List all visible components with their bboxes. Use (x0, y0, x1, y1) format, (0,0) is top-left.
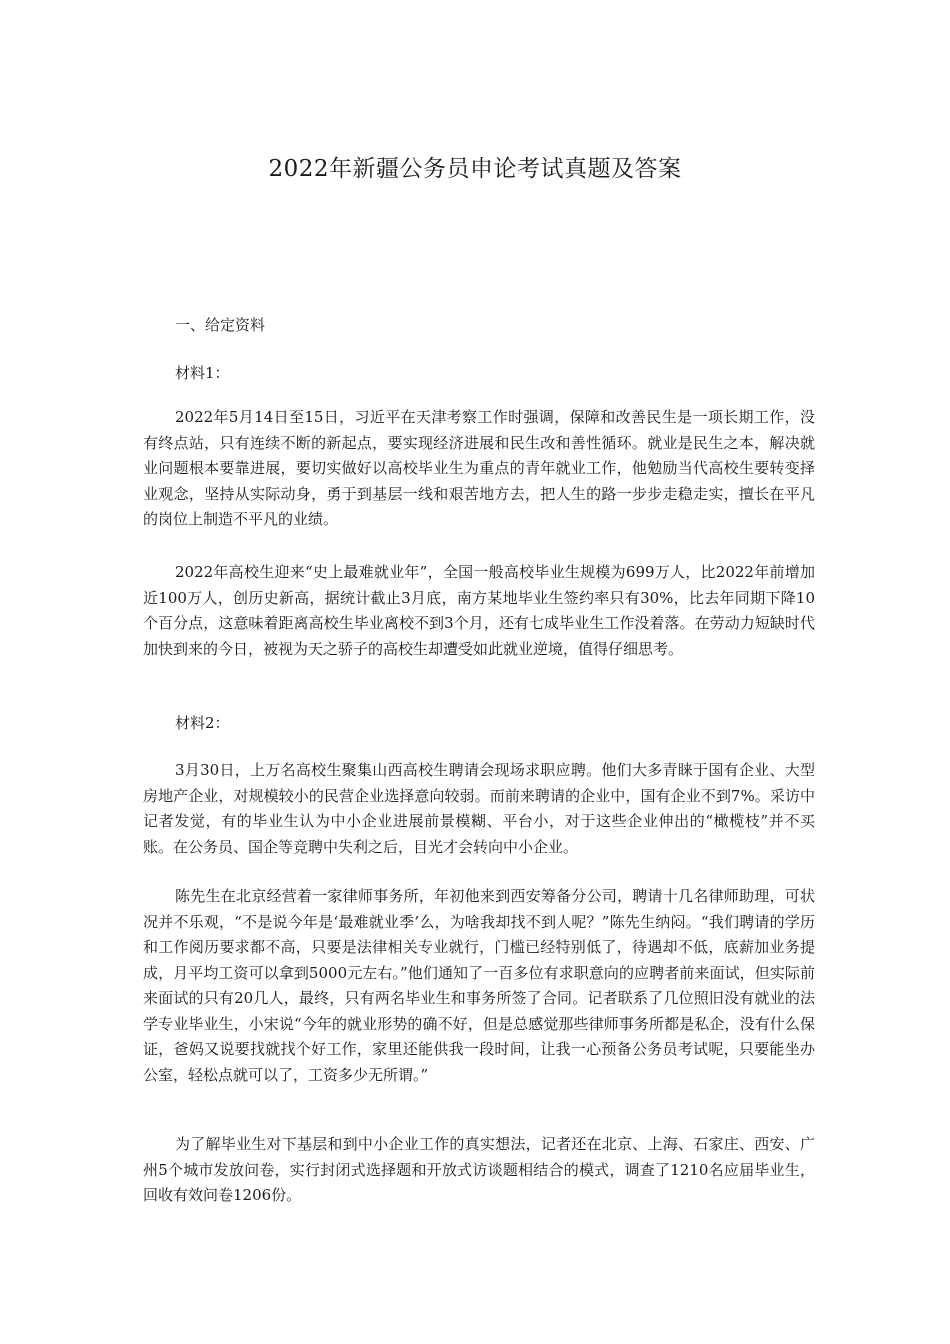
material-1-paragraph-1: 2022年5月14日至15日，习近平在天津考察工作时强调，保障和改善民生是一项长期工作，没有终点站，只有连续不断的新起点，要实现经济进展和民生改和善性循环。就业是民生之本，解决就业问题根本要靠进展，要切实做好以高校毕业生为重点的青年就业工作，他勉励当代高校生要转变择业观念，坚持从实际动身，勇于到基层一线和艰苦地方去，把人生的路一步步走稳走实，擅长在平凡的岗位上制造不平凡的业绩。 (143, 408, 815, 528)
material-2-paragraph-3: 为了解毕业生对下基层和到中小企业工作的真实想法，记者还在北京、上海、石家庄、西安、广州5个城市发放问卷，实行封闭式选择题和开放式访谈题相结合的模式，调查了1210名应届毕业生，回收有效问卷1206份。 (143, 1135, 815, 1204)
section-heading: 一、给定资料 (175, 316, 266, 334)
material-1-paragraph-2: 2022年高校生迎来“史上最难就业年”，全国一般高校毕业生规模为699万人，比2022年前增加近100万人，创历史新高，据统计截止3月底，南方某地毕业生签约率只有30%，比去年同期下降10个百分点，这意味着距离高校生毕业离校不到3个月，还有七成毕业生工作没着落。在劳动力短缺时代加快到来的今日，被视为天之骄子的高校生却遭受如此就业逆境，值得仔细思考。 (143, 563, 815, 658)
material-2-label: 材料2： (175, 714, 230, 732)
material-2-paragraph-2: 陈先生在北京经营着一家律师事务所，年初他来到西安筹备分公司，聘请十几名律师助理，可状况并不乐观，“不是说今年是‘最难就业季’么，为啥我却找不到人呢？”陈先生纳闷。“我们聘请的学历和工作阅历要求都不高，只要是法律相关专业就行，门槛已经特别低了，待遇却不低，底薪加业务提成，月平均工资可以拿到5000元左右。”他们通知了一百多位有求职意向的应聘者前来面试，但实际前来面试的只有20几人，最终，只有两名毕业生和事务所签了合同。记者联系了几位照旧没有就业的法学专业毕业生，小宋说“今年的就业形势的确不好，但是总感觉那些律师事务所都是私企，没有什么保证，爸妈又说要找就找个好工作，家里还能供我一段时间，让我一心预备公务员考试呢，只要能坐办公室，轻松点就可以了，工资多少无所谓。” (143, 887, 815, 1084)
material-2-paragraph-1: 3月30日，上万名高校生聚集山西高校生聘请会现场求职应聘。他们大多青睐于国有企业、大型房地产企业，对规模较小的民营企业选择意向较弱。而前来聘请的企业中，国有企业不到7%。采访中记者发觉，有的毕业生认为中小企业进展前景模糊、平台小，对于这些企业伸出的“橄榄枝”并不买账。在公务员、国企等竞聘中失利之后，目光才会转向中小企业。 (143, 761, 815, 856)
material-1-label: 材料1： (175, 364, 230, 382)
document-title: 2022年新疆公务员申论考试真题及答案 (268, 156, 682, 182)
